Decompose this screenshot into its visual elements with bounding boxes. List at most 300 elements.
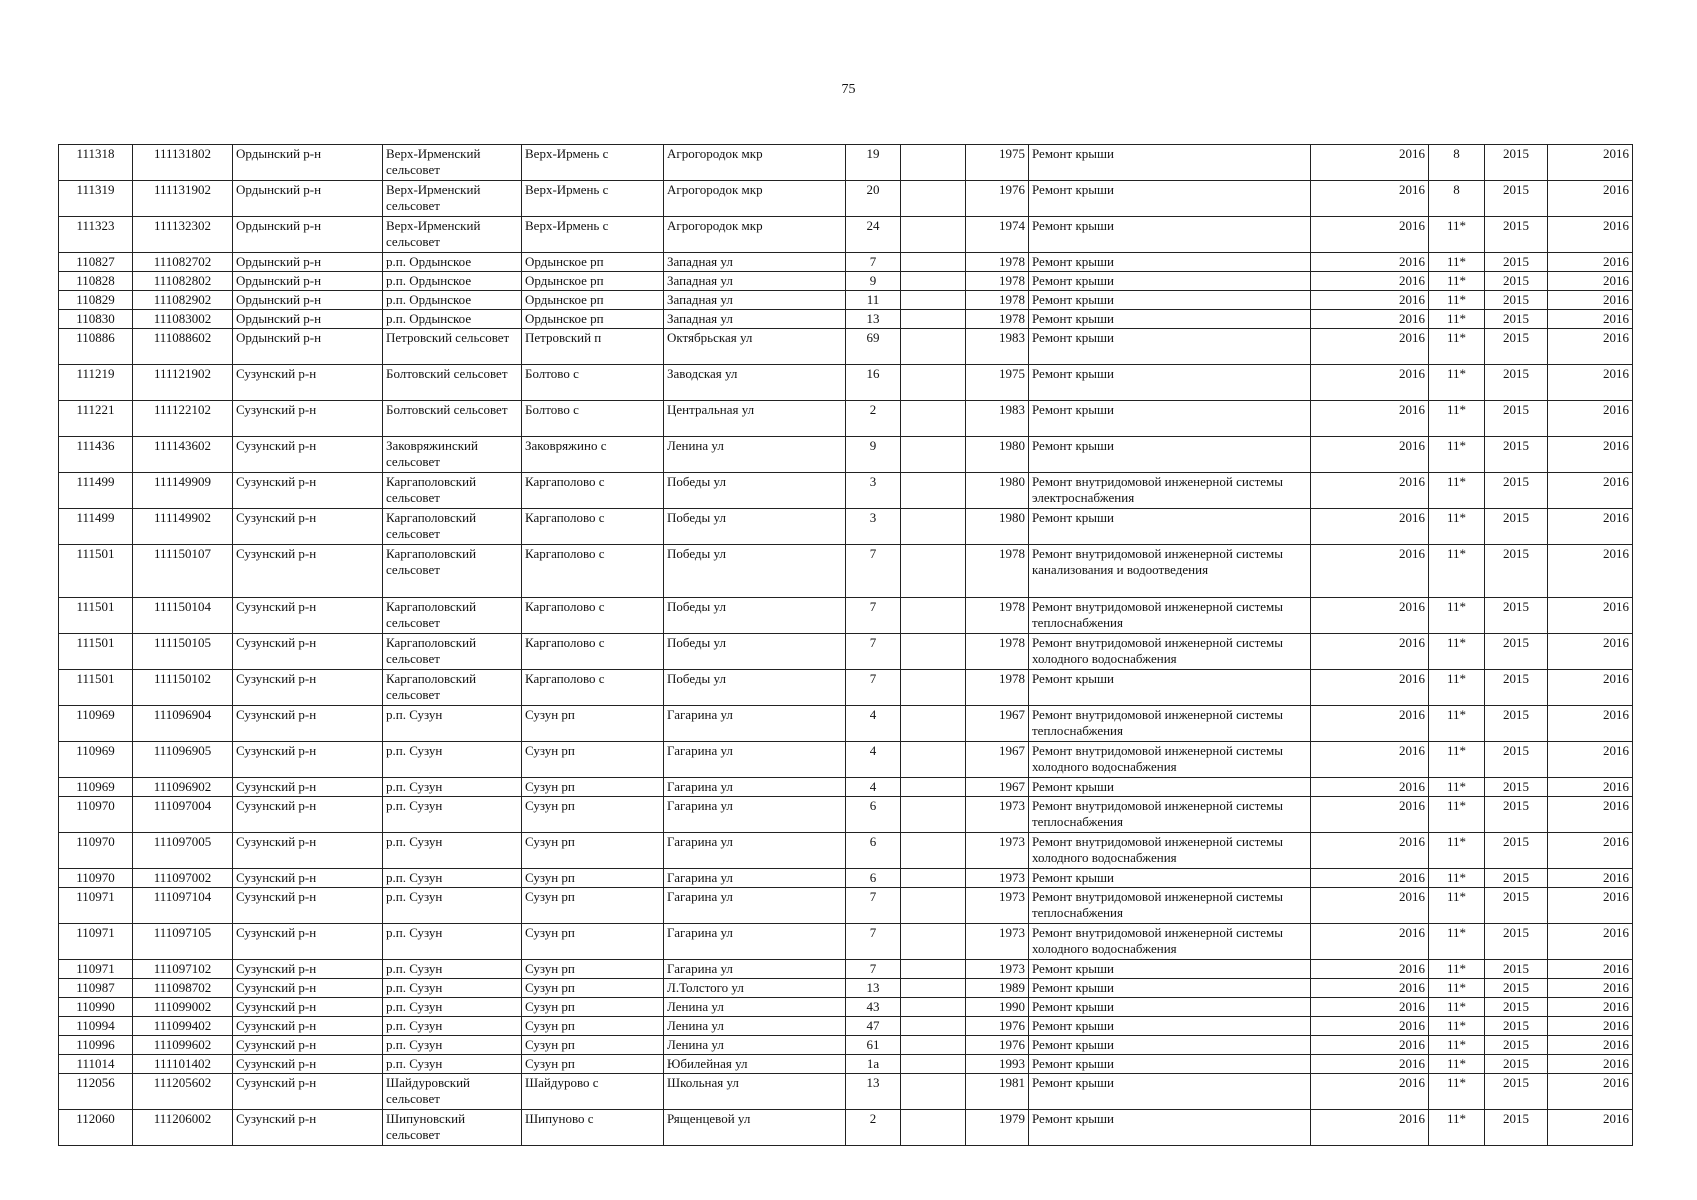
cell-street: Западная ул (664, 310, 846, 329)
table-row (59, 545, 1633, 598)
cell-municipality: р.п. Сузун (383, 979, 522, 998)
cell-work-year: 2016 (1311, 145, 1429, 181)
cell-house-id: 110990 (59, 998, 133, 1017)
cell-house-number: 1а (846, 1055, 901, 1074)
cell-district: Сузунский р-н (233, 998, 383, 1017)
cell-work-type: Ремонт крыши (1029, 365, 1311, 401)
cell-object-id: 111097102 (133, 960, 233, 979)
cell-work-type: Ремонт крыши (1029, 670, 1311, 706)
cell-building (901, 473, 966, 509)
cell-work-type: Ремонт внутридомовой инженерной системы теплоснабжения (1029, 598, 1311, 634)
cell-work-type: Ремонт крыши (1029, 1074, 1311, 1110)
cell-work-type: Ремонт внутридомовой инженерной системы холодного водоснабжения (1029, 742, 1311, 778)
cell-object-id: 111099002 (133, 998, 233, 1017)
cell-house-number: 9 (846, 272, 901, 291)
cell-street: Победы ул (664, 473, 846, 509)
cell-house-id: 110970 (59, 797, 133, 833)
cell-work-type: Ремонт крыши (1029, 1055, 1311, 1074)
cell-building (901, 1017, 966, 1036)
cell-plan-end-year: 2016 (1548, 291, 1633, 310)
cell-built-year: 1989 (966, 979, 1029, 998)
cell-plan-start-year: 2015 (1485, 329, 1548, 365)
cell-settlement: Каргаполово с (522, 634, 664, 670)
cell-floors: 11* (1429, 742, 1485, 778)
cell-street: Гагарина ул (664, 778, 846, 797)
cell-municipality: р.п. Сузун (383, 778, 522, 797)
cell-floors: 11* (1429, 979, 1485, 998)
cell-plan-end-year: 2016 (1548, 217, 1633, 253)
table-row (59, 509, 1633, 545)
cell-house-id: 110969 (59, 778, 133, 797)
cell-work-type: Ремонт внутридомовой инженерной системы теплоснабжения (1029, 888, 1311, 924)
cell-plan-start-year: 2015 (1485, 706, 1548, 742)
cell-house-number: 4 (846, 706, 901, 742)
cell-work-year: 2016 (1311, 1110, 1429, 1146)
cell-object-id: 111131802 (133, 145, 233, 181)
cell-district: Сузунский р-н (233, 473, 383, 509)
cell-house-id: 110987 (59, 979, 133, 998)
cell-work-type: Ремонт крыши (1029, 253, 1311, 272)
cell-building (901, 778, 966, 797)
cell-street: Гагарина ул (664, 706, 846, 742)
cell-settlement: Каргаполово с (522, 473, 664, 509)
cell-district: Сузунский р-н (233, 924, 383, 960)
cell-building (901, 888, 966, 924)
cell-house-id: 110996 (59, 1036, 133, 1055)
cell-built-year: 1973 (966, 960, 1029, 979)
cell-settlement: Сузун рп (522, 1055, 664, 1074)
cell-building (901, 545, 966, 598)
cell-plan-end-year: 2016 (1548, 1055, 1633, 1074)
cell-building (901, 401, 966, 437)
cell-settlement: Сузун рп (522, 1017, 664, 1036)
cell-plan-start-year: 2015 (1485, 924, 1548, 960)
cell-municipality: р.п. Сузун (383, 869, 522, 888)
cell-building (901, 706, 966, 742)
cell-house-id: 111319 (59, 181, 133, 217)
cell-built-year: 1978 (966, 545, 1029, 598)
cell-plan-start-year: 2015 (1485, 1055, 1548, 1074)
cell-municipality: Шипуновский сельсовет (383, 1110, 522, 1146)
cell-settlement: Ордынское рп (522, 253, 664, 272)
cell-street: Л.Толстого ул (664, 979, 846, 998)
cell-street: Агрогородок мкр (664, 181, 846, 217)
cell-settlement: Сузун рп (522, 1036, 664, 1055)
cell-work-type: Ремонт крыши (1029, 998, 1311, 1017)
cell-plan-start-year: 2015 (1485, 145, 1548, 181)
cell-plan-end-year: 2016 (1548, 960, 1633, 979)
cell-building (901, 833, 966, 869)
cell-work-year: 2016 (1311, 797, 1429, 833)
cell-settlement: Сузун рп (522, 979, 664, 998)
cell-work-year: 2016 (1311, 401, 1429, 437)
cell-house-number: 7 (846, 888, 901, 924)
cell-floors: 11* (1429, 272, 1485, 291)
cell-district: Сузунский р-н (233, 670, 383, 706)
cell-object-id: 111205602 (133, 1074, 233, 1110)
cell-plan-end-year: 2016 (1548, 634, 1633, 670)
cell-street: Заводская ул (664, 365, 846, 401)
cell-district: Сузунский р-н (233, 509, 383, 545)
cell-house-number: 6 (846, 833, 901, 869)
cell-settlement: Сузун рп (522, 778, 664, 797)
cell-floors: 11* (1429, 998, 1485, 1017)
cell-work-year: 2016 (1311, 869, 1429, 888)
cell-house-id: 111501 (59, 545, 133, 598)
cell-municipality: р.п. Сузун (383, 998, 522, 1017)
cell-street: Агрогородок мкр (664, 217, 846, 253)
cell-built-year: 1967 (966, 742, 1029, 778)
cell-plan-end-year: 2016 (1548, 979, 1633, 998)
cell-building (901, 797, 966, 833)
cell-work-year: 2016 (1311, 329, 1429, 365)
cell-plan-start-year: 2015 (1485, 217, 1548, 253)
cell-work-year: 2016 (1311, 960, 1429, 979)
cell-building (901, 634, 966, 670)
cell-house-number: 4 (846, 778, 901, 797)
cell-house-id: 111014 (59, 1055, 133, 1074)
cell-building (901, 145, 966, 181)
cell-work-type: Ремонт внутридомовой инженерной системы теплоснабжения (1029, 706, 1311, 742)
cell-plan-end-year: 2016 (1548, 833, 1633, 869)
cell-work-year: 2016 (1311, 634, 1429, 670)
cell-municipality: Болтовский сельсовет (383, 401, 522, 437)
cell-built-year: 1978 (966, 598, 1029, 634)
table-body (59, 145, 1633, 1146)
cell-object-id: 111150104 (133, 598, 233, 634)
cell-house-number: 7 (846, 598, 901, 634)
cell-floors: 11* (1429, 545, 1485, 598)
cell-district: Ордынский р-н (233, 217, 383, 253)
cell-plan-end-year: 2016 (1548, 742, 1633, 778)
cell-settlement: Сузун рп (522, 797, 664, 833)
cell-municipality: Каргаполовский сельсовет (383, 473, 522, 509)
cell-floors: 11* (1429, 924, 1485, 960)
cell-work-year: 2016 (1311, 1017, 1429, 1036)
cell-street: Гагарина ул (664, 960, 846, 979)
cell-work-year: 2016 (1311, 473, 1429, 509)
cell-built-year: 1979 (966, 1110, 1029, 1146)
cell-building (901, 924, 966, 960)
cell-building (901, 253, 966, 272)
cell-object-id: 111121902 (133, 365, 233, 401)
cell-house-id: 112060 (59, 1110, 133, 1146)
cell-built-year: 1978 (966, 634, 1029, 670)
cell-settlement: Ордынское рп (522, 272, 664, 291)
cell-work-type: Ремонт крыши (1029, 272, 1311, 291)
cell-plan-start-year: 2015 (1485, 742, 1548, 778)
cell-house-id: 110971 (59, 960, 133, 979)
cell-building (901, 1036, 966, 1055)
cell-house-id: 110970 (59, 869, 133, 888)
cell-building (901, 1074, 966, 1110)
cell-building (901, 181, 966, 217)
cell-floors: 11* (1429, 670, 1485, 706)
cell-work-year: 2016 (1311, 1074, 1429, 1110)
table-row (59, 272, 1633, 291)
cell-object-id: 111098702 (133, 979, 233, 998)
cell-street: Западная ул (664, 253, 846, 272)
cell-work-type: Ремонт крыши (1029, 401, 1311, 437)
cell-plan-end-year: 2016 (1548, 1074, 1633, 1110)
cell-work-year: 2016 (1311, 181, 1429, 217)
cell-house-number: 7 (846, 670, 901, 706)
table-row (59, 291, 1633, 310)
cell-object-id: 111097004 (133, 797, 233, 833)
cell-municipality: р.п. Сузун (383, 797, 522, 833)
cell-district: Сузунский р-н (233, 888, 383, 924)
cell-plan-end-year: 2016 (1548, 272, 1633, 291)
cell-settlement: Сузун рп (522, 706, 664, 742)
cell-street: Ленина ул (664, 998, 846, 1017)
cell-work-type: Ремонт крыши (1029, 291, 1311, 310)
cell-built-year: 1973 (966, 924, 1029, 960)
cell-district: Сузунский р-н (233, 869, 383, 888)
cell-plan-end-year: 2016 (1548, 329, 1633, 365)
cell-built-year: 1978 (966, 310, 1029, 329)
cell-built-year: 1980 (966, 509, 1029, 545)
cell-settlement: Сузун рп (522, 888, 664, 924)
cell-building (901, 869, 966, 888)
table-row (59, 742, 1633, 778)
cell-object-id: 111097002 (133, 869, 233, 888)
cell-house-id: 110994 (59, 1017, 133, 1036)
cell-municipality: Верх-Ирменский сельсовет (383, 217, 522, 253)
cell-plan-start-year: 2015 (1485, 473, 1548, 509)
cell-object-id: 111083002 (133, 310, 233, 329)
cell-built-year: 1975 (966, 365, 1029, 401)
cell-built-year: 1973 (966, 833, 1029, 869)
cell-built-year: 1967 (966, 778, 1029, 797)
cell-floors: 11* (1429, 1017, 1485, 1036)
cell-municipality: Верх-Ирменский сельсовет (383, 145, 522, 181)
cell-plan-end-year: 2016 (1548, 706, 1633, 742)
cell-floors: 11* (1429, 401, 1485, 437)
cell-settlement: Сузун рп (522, 742, 664, 778)
table-row (59, 473, 1633, 509)
cell-house-number: 9 (846, 437, 901, 473)
cell-house-id: 110827 (59, 253, 133, 272)
cell-district: Сузунский р-н (233, 979, 383, 998)
cell-plan-start-year: 2015 (1485, 979, 1548, 998)
cell-settlement: Шипуново с (522, 1110, 664, 1146)
cell-floors: 11* (1429, 253, 1485, 272)
table-row (59, 888, 1633, 924)
repair-registry-table (58, 144, 1633, 1146)
cell-district: Ордынский р-н (233, 253, 383, 272)
cell-built-year: 1993 (966, 1055, 1029, 1074)
cell-house-id: 111436 (59, 437, 133, 473)
cell-plan-start-year: 2015 (1485, 401, 1548, 437)
cell-work-year: 2016 (1311, 437, 1429, 473)
cell-district: Сузунский р-н (233, 797, 383, 833)
cell-work-year: 2016 (1311, 778, 1429, 797)
cell-settlement: Верх-Ирмень с (522, 181, 664, 217)
cell-settlement: Сузун рп (522, 960, 664, 979)
cell-house-number: 43 (846, 998, 901, 1017)
cell-house-number: 19 (846, 145, 901, 181)
table-row (59, 365, 1633, 401)
cell-plan-end-year: 2016 (1548, 998, 1633, 1017)
cell-settlement: Сузун рп (522, 869, 664, 888)
cell-built-year: 1978 (966, 253, 1029, 272)
cell-house-number: 24 (846, 217, 901, 253)
cell-work-type: Ремонт крыши (1029, 329, 1311, 365)
cell-plan-end-year: 2016 (1548, 310, 1633, 329)
cell-object-id: 111149902 (133, 509, 233, 545)
cell-built-year: 1981 (966, 1074, 1029, 1110)
cell-floors: 11* (1429, 1074, 1485, 1110)
cell-work-year: 2016 (1311, 924, 1429, 960)
table-row (59, 979, 1633, 998)
cell-building (901, 979, 966, 998)
cell-settlement: Каргаполово с (522, 545, 664, 598)
cell-house-id: 111323 (59, 217, 133, 253)
cell-work-year: 2016 (1311, 670, 1429, 706)
cell-plan-start-year: 2015 (1485, 437, 1548, 473)
cell-plan-end-year: 2016 (1548, 401, 1633, 437)
cell-municipality: р.п. Сузун (383, 1036, 522, 1055)
cell-floors: 11* (1429, 365, 1485, 401)
cell-street: Ленина ул (664, 437, 846, 473)
cell-building (901, 598, 966, 634)
cell-work-type: Ремонт крыши (1029, 437, 1311, 473)
cell-district: Сузунский р-н (233, 437, 383, 473)
cell-built-year: 1967 (966, 706, 1029, 742)
cell-municipality: р.п. Сузун (383, 924, 522, 960)
cell-work-year: 2016 (1311, 291, 1429, 310)
cell-house-number: 4 (846, 742, 901, 778)
cell-plan-start-year: 2015 (1485, 181, 1548, 217)
cell-street: Ленина ул (664, 1017, 846, 1036)
cell-settlement: Верх-Ирмень с (522, 217, 664, 253)
cell-work-year: 2016 (1311, 833, 1429, 869)
cell-house-number: 47 (846, 1017, 901, 1036)
cell-settlement: Болтово с (522, 365, 664, 401)
cell-plan-end-year: 2016 (1548, 509, 1633, 545)
cell-work-type: Ремонт крыши (1029, 960, 1311, 979)
cell-floors: 11* (1429, 778, 1485, 797)
cell-plan-end-year: 2016 (1548, 365, 1633, 401)
cell-plan-end-year: 2016 (1548, 778, 1633, 797)
cell-district: Сузунский р-н (233, 1110, 383, 1146)
cell-district: Сузунский р-н (233, 706, 383, 742)
cell-street: Агрогородок мкр (664, 145, 846, 181)
cell-plan-end-year: 2016 (1548, 473, 1633, 509)
cell-municipality: р.п. Ордынское (383, 291, 522, 310)
cell-work-year: 2016 (1311, 310, 1429, 329)
cell-object-id: 111101402 (133, 1055, 233, 1074)
cell-work-type: Ремонт крыши (1029, 979, 1311, 998)
cell-municipality: р.п. Сузун (383, 1017, 522, 1036)
cell-floors: 11* (1429, 869, 1485, 888)
cell-settlement: Ордынское рп (522, 291, 664, 310)
cell-municipality: р.п. Сузун (383, 742, 522, 778)
cell-plan-start-year: 2015 (1485, 998, 1548, 1017)
table-row (59, 1036, 1633, 1055)
cell-street: Юбилейная ул (664, 1055, 846, 1074)
cell-work-type: Ремонт крыши (1029, 1110, 1311, 1146)
cell-building (901, 509, 966, 545)
cell-house-id: 111499 (59, 509, 133, 545)
cell-work-type: Ремонт крыши (1029, 509, 1311, 545)
cell-object-id: 111132302 (133, 217, 233, 253)
table-row (59, 181, 1633, 217)
cell-work-year: 2016 (1311, 706, 1429, 742)
cell-house-number: 13 (846, 979, 901, 998)
cell-settlement: Шайдурово с (522, 1074, 664, 1110)
cell-object-id: 111096904 (133, 706, 233, 742)
cell-work-type: Ремонт внутридомовой инженерной системы канализования и водоотведения (1029, 545, 1311, 598)
cell-house-id: 111501 (59, 634, 133, 670)
page-number: 75 (841, 82, 856, 97)
cell-street: Победы ул (664, 509, 846, 545)
cell-floors: 11* (1429, 473, 1485, 509)
cell-district: Сузунский р-н (233, 960, 383, 979)
cell-built-year: 1974 (966, 217, 1029, 253)
cell-floors: 11* (1429, 797, 1485, 833)
cell-settlement: Сузун рп (522, 924, 664, 960)
cell-work-year: 2016 (1311, 998, 1429, 1017)
cell-district: Сузунский р-н (233, 1036, 383, 1055)
cell-street: Западная ул (664, 291, 846, 310)
cell-object-id: 111082902 (133, 291, 233, 310)
cell-object-id: 111097005 (133, 833, 233, 869)
cell-building (901, 670, 966, 706)
table-row (59, 634, 1633, 670)
cell-work-type: Ремонт крыши (1029, 869, 1311, 888)
cell-plan-end-year: 2016 (1548, 869, 1633, 888)
table-row (59, 833, 1633, 869)
cell-floors: 8 (1429, 145, 1485, 181)
cell-object-id: 111150105 (133, 634, 233, 670)
cell-house-number: 13 (846, 1074, 901, 1110)
cell-plan-start-year: 2015 (1485, 797, 1548, 833)
cell-district: Сузунский р-н (233, 1074, 383, 1110)
cell-house-number: 3 (846, 509, 901, 545)
cell-plan-start-year: 2015 (1485, 291, 1548, 310)
cell-plan-start-year: 2015 (1485, 960, 1548, 979)
cell-building (901, 365, 966, 401)
cell-settlement: Ордынское рп (522, 310, 664, 329)
cell-street: Ленина ул (664, 1036, 846, 1055)
cell-municipality: Каргаполовский сельсовет (383, 634, 522, 670)
cell-settlement: Каргаполово с (522, 509, 664, 545)
cell-plan-end-year: 2016 (1548, 598, 1633, 634)
cell-plan-start-year: 2015 (1485, 1017, 1548, 1036)
cell-plan-start-year: 2015 (1485, 1110, 1548, 1146)
cell-house-id: 110828 (59, 272, 133, 291)
cell-work-type: Ремонт внутридомовой инженерной системы холодного водоснабжения (1029, 833, 1311, 869)
table-row (59, 437, 1633, 473)
cell-plan-start-year: 2015 (1485, 634, 1548, 670)
cell-municipality: р.п. Сузун (383, 888, 522, 924)
cell-street: Западная ул (664, 272, 846, 291)
cell-work-year: 2016 (1311, 217, 1429, 253)
cell-house-number: 6 (846, 869, 901, 888)
cell-municipality: Шайдуровский сельсовет (383, 1074, 522, 1110)
cell-house-id: 111501 (59, 670, 133, 706)
cell-floors: 11* (1429, 329, 1485, 365)
cell-settlement: Петровский п (522, 329, 664, 365)
cell-work-year: 2016 (1311, 253, 1429, 272)
cell-plan-end-year: 2016 (1548, 1110, 1633, 1146)
cell-street: Рященцевой ул (664, 1110, 846, 1146)
cell-street: Победы ул (664, 598, 846, 634)
cell-house-id: 110969 (59, 742, 133, 778)
cell-building (901, 437, 966, 473)
cell-built-year: 1973 (966, 888, 1029, 924)
